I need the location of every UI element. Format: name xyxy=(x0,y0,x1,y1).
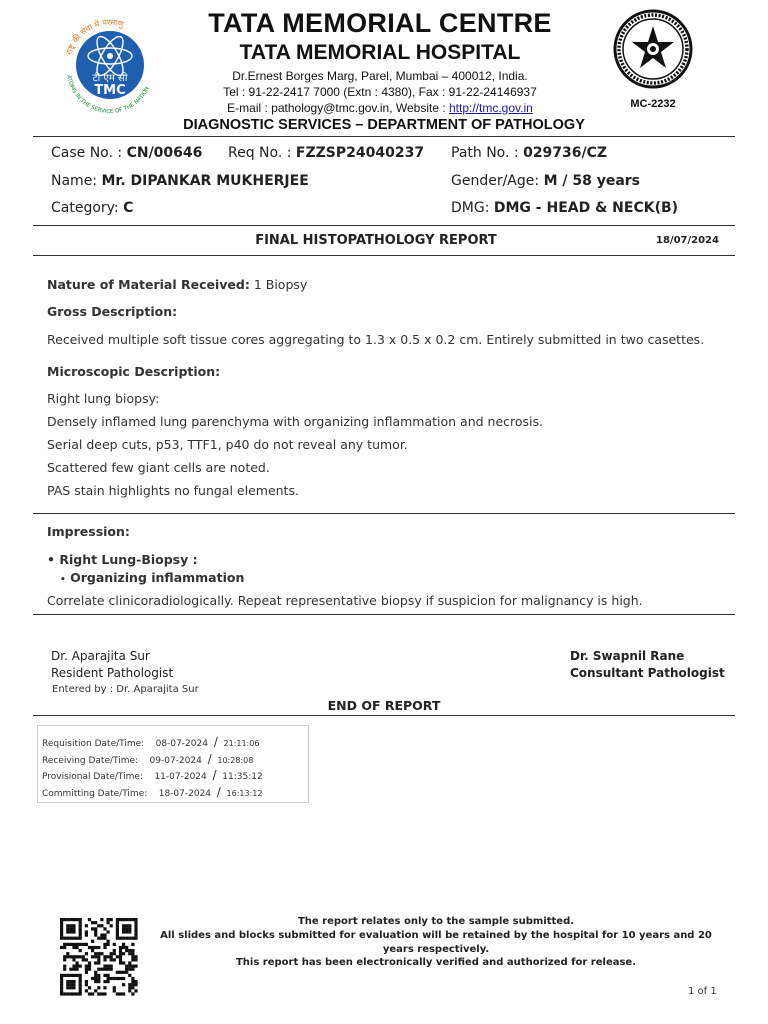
impression-item: • Right Lung-Biopsy : xyxy=(47,552,198,567)
logo-tmc-text: TMC xyxy=(94,83,126,98)
date-row: Committing Date/Time: 18-07-2024 / 16:13:12 xyxy=(42,785,263,799)
divider xyxy=(33,715,735,716)
divider xyxy=(33,225,735,226)
gross-heading: Gross Description: xyxy=(47,304,178,319)
centre-title: TATA MEMORIAL CENTRE xyxy=(208,8,552,38)
divider xyxy=(33,614,735,615)
department-title: DIAGNOSTIC SERVICES – DEPARTMENT OF PATHOLOGY xyxy=(183,117,585,133)
report-date: 18/07/2024 xyxy=(656,235,719,246)
micro-line: Right lung biopsy: xyxy=(47,391,160,406)
report-title: FINAL HISTOPATHOLOGY REPORT xyxy=(255,233,497,248)
impression-note: Correlate clinicoradiologically. Repeat representative biopsy if suspicion for malignancy is high. xyxy=(47,593,643,608)
gender-age: Gender/Age: M / 58 years xyxy=(451,173,641,189)
date-row: Provisional Date/Time: 11-07-2024 / 11:35:12 xyxy=(42,768,263,782)
dmg: DMG: DMG - HEAD & NECK(B) xyxy=(451,200,679,216)
divider xyxy=(33,513,735,514)
page-number: 1 of 1 xyxy=(688,986,717,997)
date-row: Requisition Date/Time: 08-07-2024 / 21:11:06 xyxy=(42,735,260,749)
gross-text: Received multiple soft tissue cores aggregating to 1.3 x 0.5 x 0.2 cm. Entirely submitted in two casettes. xyxy=(47,332,705,347)
tmc-logo xyxy=(55,10,165,120)
impression-subitem: • Organizing inflammation xyxy=(60,570,245,585)
micro-line: Densely inflamed lung parenchyma with organizing inflammation and necrosis. xyxy=(47,414,544,429)
impression-heading: Impression: xyxy=(47,524,130,539)
micro-heading: Microscopic Description: xyxy=(47,364,221,379)
accreditation-seal xyxy=(612,8,694,90)
hospital-contact xyxy=(150,101,610,115)
dates-box xyxy=(37,725,309,803)
resident-role: Resident Pathologist xyxy=(51,666,174,680)
hospital-address: Dr.Ernest Borges Marg, Parel, Mumbai – 400012, India. xyxy=(232,69,528,83)
micro-line: Scattered few giant cells are noted. xyxy=(47,460,270,475)
category: Category: C xyxy=(51,200,134,216)
hospital-phone: Tel : 91-22-2417 7000 (Extn : 4380), Fax : 91-22-24146937 xyxy=(223,85,537,99)
path-number: Path No. : 029736/CZ xyxy=(451,145,608,161)
end-of-report: END OF REPORT xyxy=(327,698,441,713)
footer-line-1: The report relates only to the sample submitted. xyxy=(297,916,575,927)
qr-code xyxy=(60,918,140,996)
website-link[interactable]: http://tmc.gov.in xyxy=(449,101,533,115)
patient-name: Name: Mr. DIPANKAR MUKHERJEE xyxy=(51,173,309,189)
consultant-name: Dr. Swapnil Rane xyxy=(570,649,685,663)
entered-by: Entered by : Dr. Aparajita Sur xyxy=(52,684,199,695)
accreditation-code: MC-2232 xyxy=(630,98,676,110)
micro-line: Serial deep cuts, p53, TTF1, p40 do not reveal any tumor. xyxy=(47,437,408,452)
divider xyxy=(33,255,735,256)
request-number: Req No. : FZZSP24040237 xyxy=(228,145,425,161)
consultant-role: Consultant Pathologist xyxy=(570,666,725,680)
logo-top-text: राष्ट्र की सेवा में परमाणु xyxy=(64,17,125,56)
email-text: E-mail : pathology@tmc.gov.in, Website : xyxy=(227,101,449,115)
footer-line-3: This report has been electronically verified and authorized for release. xyxy=(235,957,637,968)
logo-hindi-text: टी एम सी xyxy=(92,73,128,84)
material-received: Nature of Material Received: 1 Biopsy xyxy=(47,277,308,292)
divider xyxy=(33,136,735,137)
case-number: Case No. : CN/00646 xyxy=(51,145,203,161)
hospital-title: TATA MEMORIAL HOSPITAL xyxy=(239,41,521,64)
date-row: Receiving Date/Time: 09-07-2024 / 10:28:08 xyxy=(42,752,254,766)
resident-name: Dr. Aparajita Sur xyxy=(51,649,150,663)
micro-line: PAS stain highlights no fungal elements. xyxy=(47,483,299,498)
logo-bottom-text: ATOMS IN THE SERVICE OF THE NATION xyxy=(65,74,151,116)
footer-line-2: All slides and blocks submitted for evaluation will be retained by the hospital for 10 years and 20 years respectively. xyxy=(160,930,712,955)
